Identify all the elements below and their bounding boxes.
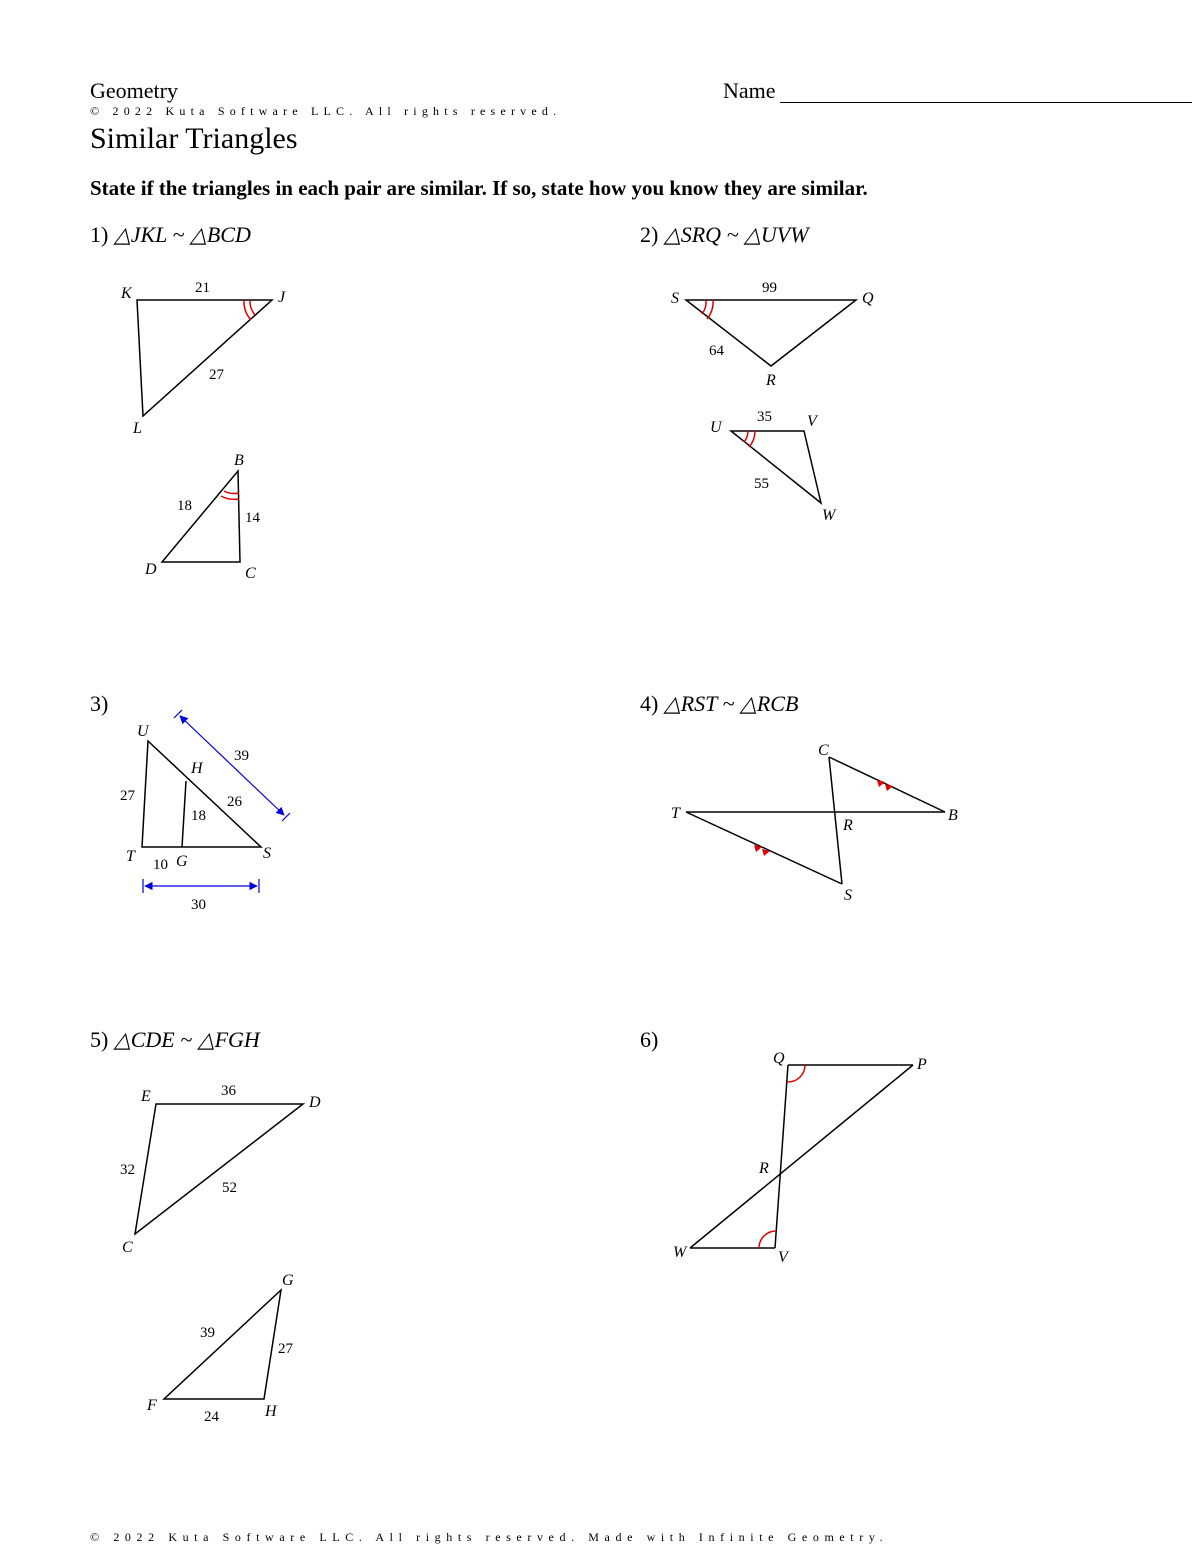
vertex-label: S (263, 845, 271, 862)
angle-mark-j (250, 300, 255, 315)
vertex-label: H (265, 1403, 277, 1420)
vertex-label: R (759, 1160, 769, 1177)
vertex-label: V (807, 413, 817, 430)
problem-statement: △RST ~ △RCB (663, 691, 799, 716)
vertex-label: W (822, 507, 836, 524)
side-length: 52 (222, 1180, 237, 1196)
vertex-label: C (245, 565, 256, 582)
vertex-label: Q (862, 290, 874, 307)
side-length: 99 (762, 280, 777, 296)
vertex-label: H (191, 760, 203, 777)
vertex-label: W (673, 1244, 687, 1261)
problem-6-figure (690, 1065, 913, 1248)
problem-statement: △CDE ~ △FGH (113, 1027, 260, 1052)
segment-pw (690, 1065, 913, 1248)
side-length: 27 (209, 367, 224, 383)
segment-hg (182, 781, 186, 847)
name-label: Name (723, 78, 776, 103)
problem-statement: △SRQ ~ △UVW (663, 222, 809, 247)
instructions: State if the triangles in each pair are similar. If so, state how you know they are similar. (90, 176, 868, 200)
vertex-label: C (122, 1239, 133, 1256)
problem-1-labels (120, 280, 286, 582)
triangle-cde (135, 1104, 303, 1234)
angle-mark-q (787, 1065, 805, 1082)
triangle-fgh (164, 1290, 281, 1399)
subject-label: Geometry (90, 78, 178, 103)
side-length: 14 (245, 510, 260, 526)
triangle-jkl (137, 300, 272, 416)
angle-mark-s (702, 300, 706, 314)
problem-number: 3) (90, 691, 109, 716)
vertex-label: D (309, 1094, 321, 1111)
side-length: 10 (153, 857, 168, 873)
vertex-label: G (282, 1272, 294, 1289)
worksheet-title: Similar Triangles (90, 122, 298, 155)
problem-number: 2) (640, 222, 659, 247)
problem-4-figure (686, 757, 945, 884)
side-length: 18 (177, 498, 192, 514)
copyright-header: © 2022 Kuta Software LLC. All rights reserved. (90, 104, 562, 118)
parallel-mark (754, 780, 893, 856)
side-length: 27 (278, 1341, 293, 1357)
problem-4-labels (671, 742, 958, 904)
vertex-label: U (137, 723, 149, 740)
segment-ts (686, 812, 842, 884)
vertex-label: K (121, 285, 132, 302)
problem-5-labels (120, 1083, 321, 1425)
vertex-label: S (844, 887, 852, 904)
vertex-label: U (710, 419, 722, 436)
side-length: 21 (195, 280, 210, 296)
problem-number: 5) (90, 1027, 109, 1052)
vertex-label: R (843, 817, 853, 834)
vertex-label: B (234, 452, 244, 469)
vertex-label: S (671, 290, 679, 307)
angle-mark-b (224, 491, 239, 494)
vertex-label: L (133, 420, 142, 437)
problem-2-labels (671, 280, 874, 524)
vertex-label: V (778, 1249, 788, 1266)
side-length: 35 (757, 409, 772, 425)
vertex-label: P (917, 1056, 927, 1073)
side-length: 18 (191, 808, 206, 824)
side-length: 55 (754, 476, 769, 492)
footer-copyright: © 2022 Kuta Software LLC. All rights reserved. Made with Infinite Geometry. (90, 1530, 889, 1544)
segment-qv (775, 1065, 788, 1248)
vertex-label: G (176, 853, 188, 870)
problem-number: 1) (90, 222, 109, 247)
problem-2-figure (686, 300, 856, 503)
vertex-label: R (766, 372, 776, 389)
vertex-label: F (147, 1397, 157, 1414)
vertex-label: T (126, 848, 135, 865)
side-length: 30 (191, 897, 206, 913)
angle-mark-u (749, 431, 755, 447)
angle-mark-u (744, 431, 748, 442)
problem-statement: △JKL ~ △BCD (113, 222, 251, 247)
vertex-label: D (145, 561, 157, 578)
angle-mark-b (221, 496, 239, 499)
side-length: 39 (234, 748, 249, 764)
side-length: 26 (227, 794, 242, 810)
vertex-label: B (948, 807, 958, 824)
vertex-label: J (278, 289, 286, 306)
triangle-bcd (162, 471, 240, 562)
side-length: 39 (200, 1325, 215, 1341)
angle-mark-v (759, 1231, 776, 1248)
vertex-label: C (818, 742, 829, 759)
vertex-label: T (671, 805, 680, 822)
problem-number: 4) (640, 691, 659, 716)
side-length: 27 (120, 788, 135, 804)
vertex-label: E (141, 1088, 151, 1105)
problem-number: 6) (640, 1027, 659, 1052)
side-length: 36 (221, 1083, 236, 1099)
side-length: 64 (709, 343, 724, 359)
segment-cs (829, 757, 842, 884)
side-length: 24 (204, 1409, 219, 1425)
vertex-label: Q (773, 1050, 785, 1067)
side-length: 32 (120, 1162, 135, 1178)
